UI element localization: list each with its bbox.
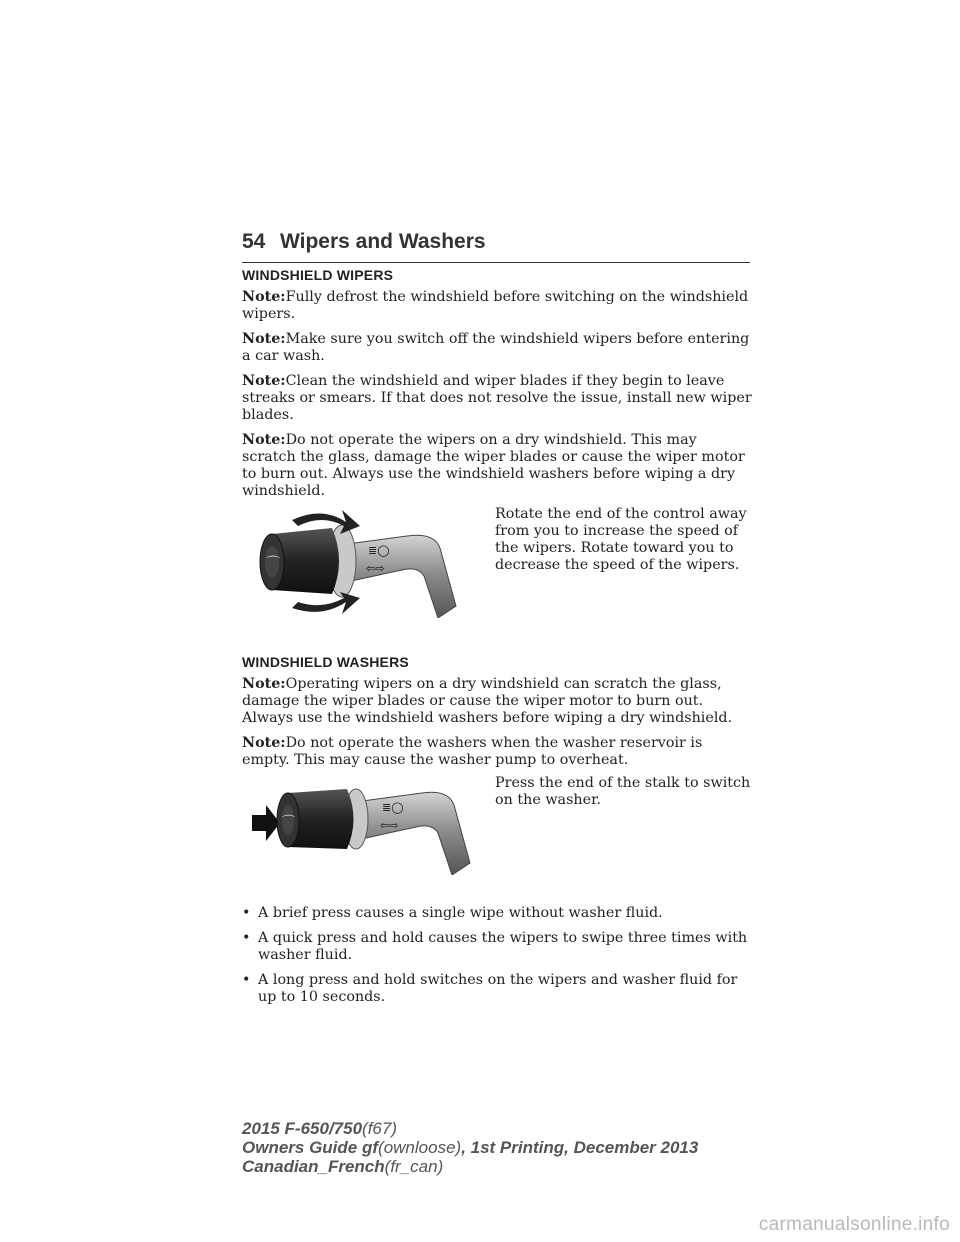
note-paragraph (242, 331, 754, 365)
bullet-dot: • (242, 972, 251, 988)
washer-bullet-list (242, 905, 754, 1006)
page-body (242, 267, 754, 1014)
wiper-figure-row (242, 506, 754, 654)
footer-line-guide (242, 1138, 698, 1157)
footer-line-locale (242, 1157, 698, 1176)
washer-figure-caption: Press the end of the stalk to switch on the washer. (495, 775, 751, 808)
note-text: Do not operate the washers when the washer reservoir is empty. This may cause the washer pump to overheat. (242, 735, 703, 768)
list-item-text: A quick press and hold causes the wipers to swipe three times with washer fluid. (258, 930, 748, 963)
note-paragraph (242, 289, 754, 323)
section-heading-wipers: WINDSHIELD WIPERS (242, 267, 394, 283)
wiper-figure-caption: Rotate the end of the control away from you to increase the speed of the wipers. Rotate toward you to decrease the speed of the wipers. (495, 506, 747, 573)
footer-guide: Owners Guide gf (242, 1138, 379, 1157)
turn-signal-icon: ⇦⇨ (366, 562, 385, 575)
list-item-text: A brief press causes a single wipe without washer fluid. (258, 905, 663, 921)
note-label: Note: (242, 289, 286, 305)
note-label: Note: (242, 735, 286, 751)
washer-stalk-press-figure (242, 775, 472, 875)
list-item (242, 972, 754, 1006)
note-text: Do not operate the wipers on a dry windshield. This may scratch the glass, damage the wiper blades or cause the wiper motor to burn out. Always use the windshield washers before wiping a dry windshield. (242, 432, 745, 499)
site-watermark: carmanualsonline.info (758, 1214, 950, 1235)
page-number: 54 (242, 230, 266, 253)
footer-model: 2015 F-650/750 (242, 1119, 363, 1138)
turn-signal-icon: ⇦⇨ (380, 819, 399, 832)
print-footer (242, 1119, 698, 1176)
note-text: Make sure you switch off the windshield wipers before entering a car wash. (242, 331, 750, 364)
note-label: Note: (242, 676, 286, 692)
note-text: Fully defrost the windshield before switching on the windshield wipers. (242, 289, 749, 322)
bullet-dot: • (242, 930, 251, 946)
note-paragraph (242, 373, 754, 424)
list-item (242, 930, 754, 964)
headlamp-icon: ≣◯ (368, 544, 390, 557)
footer-locale-code: (fr_can) (384, 1157, 444, 1176)
washer-figure-row (242, 775, 754, 899)
wiper-symbol-icon: ⌒ (282, 815, 296, 830)
note-label: Note: (242, 331, 286, 347)
list-item-text: A long press and hold switches on the wipers and washer fluid for up to 10 seconds. (258, 972, 738, 1005)
wiper-stalk-rotate-figure (242, 506, 457, 618)
rotate-down-arrow-icon (292, 592, 360, 614)
page-header (242, 230, 750, 263)
press-arrow-icon (252, 805, 280, 841)
note-label: Note: (242, 373, 286, 389)
list-item (242, 905, 754, 922)
note-text: Operating wipers on a dry windshield can scratch the glass, damage the wiper blades or cause the wiper motor to burn out. Always use the windshield washers before wiping a dry windshield. (242, 676, 733, 726)
note-text: Clean the windshield and wiper blades if they begin to leave streaks or smears. If that does not resolve the issue, install new wiper blades. (242, 373, 752, 423)
note-paragraph (242, 432, 754, 500)
wiper-symbol-icon: ⌒ (266, 556, 280, 572)
section-heading-washers: WINDSHIELD WASHERS (242, 654, 409, 670)
chapter-title: Wipers and Washers (280, 230, 486, 253)
headlamp-icon: ≣◯ (382, 801, 404, 814)
footer-line-model (242, 1119, 698, 1138)
footer-guide-code: (ownloose) (378, 1138, 462, 1157)
note-paragraph (242, 735, 754, 769)
footer-printing: , 1st Printing, December 2013 (461, 1138, 699, 1157)
footer-model-code: (f67) (362, 1119, 398, 1138)
note-paragraph (242, 676, 754, 727)
bullet-dot: • (242, 905, 251, 921)
footer-locale: Canadian_French (242, 1157, 385, 1176)
note-label: Note: (242, 432, 286, 448)
